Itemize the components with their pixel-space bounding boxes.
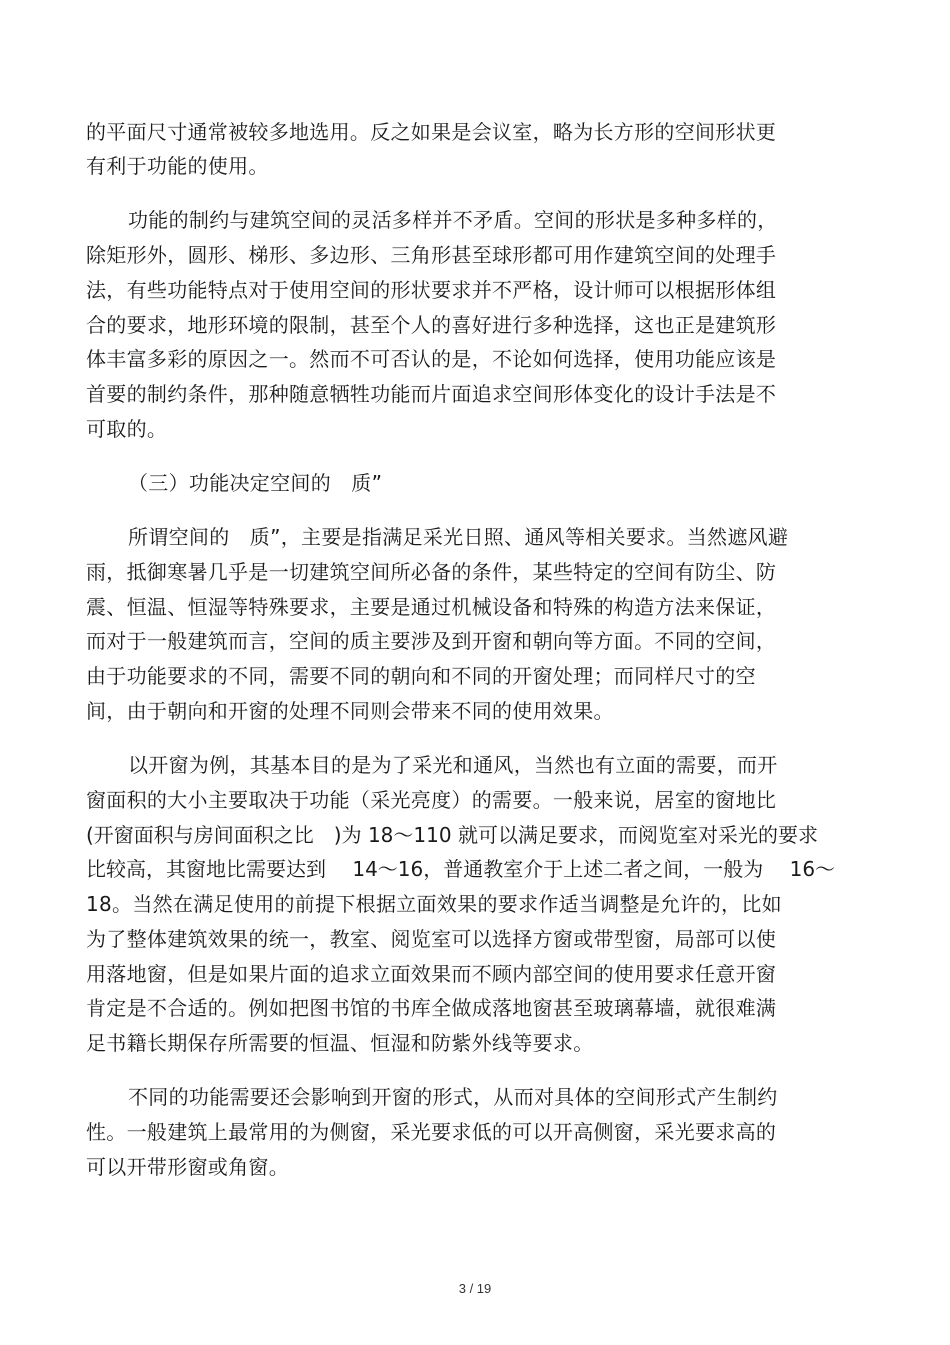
text-line: 的平面尺寸通常被较多地选用。反之如果是会议室，略为长方形的空间形状更 [86,120,777,144]
text-line: 合的要求，地形环境的限制，甚至个人的喜好进行多种选择，这也正是建筑形 [86,313,777,337]
text-line: 比较高，其窗地比需要达到 14～16，普通教室介于上述二者之间，一般为 16～ [86,857,836,881]
paragraph-first-line: 以开窗为例，其基本目的是为了采光和通风，当然也有立面的需要，而开 [128,753,778,777]
text-line: 可以开带形窗或角窗。 [86,1155,289,1179]
text-line: 足书籍长期保存所需要的恒温、恒湿和防紫外线等要求。 [86,1031,594,1055]
text-line: 体丰富多彩的原因之一。然而不可否认的是，不论如何选择，使用功能应该是 [86,347,777,371]
text-line: 除矩形外，圆形、梯形、多边形、三角形甚至球形都可用作建筑空间的处理手 [86,243,777,267]
text-line: 为了整体建筑效果的统一，教室、阅览室可以选择方窗或带型窗，局部可以使 [86,927,777,951]
text-line: 由于功能要求的不同，需要不同的朝向和不同的开窗处理；而同样尺寸的空 [86,664,756,688]
text-line: 18。当然在满足使用的前提下根据立面效果的要求作适当调整是允许的，比如 [86,892,782,916]
page-number: 3 / 19 [458,1281,492,1296]
text-line: 窗面积的大小主要取决于功能（采光亮度）的需要。一般来说，居室的窗地比 [86,788,777,812]
text-line: 震、恒温、恒湿等特殊要求，主要是通过机械设备和特殊的构造方法来保证， [86,595,777,619]
text-line: 性。一般建筑上最常用的为侧窗，采光要求低的可以开高侧窗，采光要求高的 [86,1120,777,1144]
text-line: 而对于一般建筑而言，空间的质主要涉及到开窗和朝向等方面。不同的空间， [86,629,777,653]
text-line: (开窗面积与房间面积之比 )为 18～110 就可以满足要求，而阅览室对采光的要求 [86,823,818,847]
text-line: 间，由于朝向和开窗的处理不同则会带来不同的使用效果。 [86,699,614,723]
text-line: 可取的。 [86,417,168,441]
text-line: 肯定是不合适的。例如把图书馆的书库全做成落地窗甚至玻璃幕墙，就很难满 [86,996,777,1020]
text-line: 用落地窗，但是如果片面的追求立面效果而不顾内部空间的使用要求任意开窗 [86,962,777,986]
text-line: 法，有些功能特点对于使用空间的形状要求并不严格，设计师可以根据形体组 [86,278,777,302]
text-line: 有利于功能的使用。 [86,154,269,178]
text-line: 首要的制约条件，那种随意牺牲功能而片面追求空间形体变化的设计手法是不 [86,382,777,406]
text-line: 雨，抵御寒暑几乎是一切建筑空间所必备的条件，某些特定的空间有防尘、防 [86,560,777,584]
section-heading: （三）功能决定空间的 质” [128,471,383,495]
paragraph-first-line: 功能的制约与建筑空间的灵活多样并不矛盾。空间的形状是多种多样的， [128,208,778,232]
paragraph-first-line: 所谓空间的 质”，主要是指满足采光日照、通风等相关要求。当然遮风避 [128,525,789,549]
paragraph-first-line: 不同的功能需要还会影响到开窗的形式，从而对具体的空间形式产生制约 [128,1085,778,1109]
